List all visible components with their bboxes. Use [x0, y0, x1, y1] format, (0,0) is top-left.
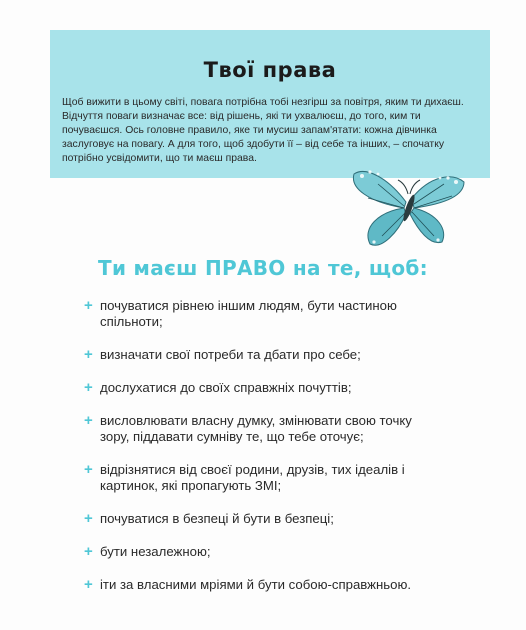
list-item — [84, 462, 444, 494]
list-item-text: висловлювати власну думку, змінювати свою точку зору, піддавати сумніву те, що тебе оточує; — [100, 413, 412, 444]
list-item — [84, 413, 444, 445]
plus-icon: + — [84, 543, 93, 560]
plus-icon: + — [84, 297, 93, 314]
list-item — [84, 298, 444, 330]
list-item — [84, 511, 444, 527]
list-item-text: почуватися в безпеці й бути в безпеці; — [100, 511, 334, 526]
box-title: Твої права — [203, 58, 337, 82]
list-item-text: визначати свої потреби та дбати про себе; — [100, 347, 361, 362]
list-item — [84, 577, 444, 593]
list-item-text: відрізнятися від своєї родини, друзів, тих ідеалів і картинок, які пропагують ЗМІ; — [100, 462, 405, 493]
plus-icon: + — [84, 461, 93, 478]
box-text: Щоб вижити в цьому світі, повага потрібна тобі незгірш за повітря, яким ти дихаєш. Відчуття поваги визначає все: від рішень, які ти ухвалюєш, до того, ким ти почуваєшся. Ось головне правило, яке ти мусиш запам'ятати: кожна дівчинка заслуговує на повагу. А для того, щоб здобути її – від себе та інших, – спочатку потрібно усвідомити, що ти маєш права. — [62, 97, 464, 164]
plus-icon: + — [84, 576, 93, 593]
list-item-text: почуватися рівнею іншим людям, бути частиною спільноти; — [100, 298, 397, 329]
plus-icon: + — [84, 412, 93, 429]
list-item — [84, 380, 444, 396]
rights-subtitle: Ти маєш ПРАВО на те, щоб: — [98, 256, 428, 280]
intro-box — [50, 30, 490, 178]
list-item-text: іти за власними мріями й бути собою-справжньою. — [100, 577, 412, 592]
list-item-text: бути незалежною; — [100, 544, 211, 559]
butterfly-icon — [348, 158, 468, 258]
list-item — [84, 347, 444, 363]
rights-list — [84, 298, 444, 593]
plus-icon: + — [84, 510, 93, 527]
list-item-text: дослухатися до своїх справжніх почуттів; — [100, 380, 352, 395]
plus-icon: + — [84, 346, 93, 363]
plus-icon: + — [84, 379, 93, 396]
list-item — [84, 544, 444, 560]
